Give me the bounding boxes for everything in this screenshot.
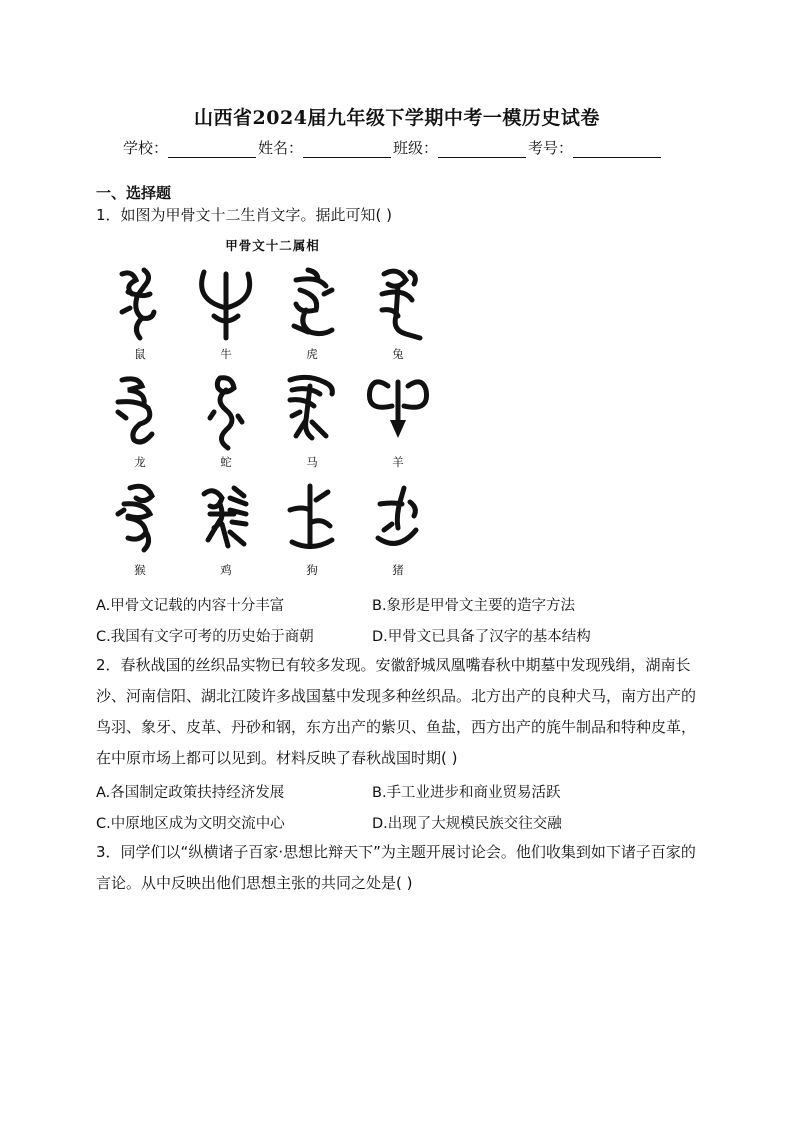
q1-option-d[interactable]: D.甲骨文已具备了汉字的基本结构 — [372, 629, 591, 645]
label-rabbit: 兔 — [392, 347, 404, 361]
label-horse: 马 — [306, 455, 318, 469]
label-dragon: 龙 — [134, 455, 146, 469]
student-info-line — [123, 137, 663, 158]
figure-title: 甲骨文十二属相 — [225, 238, 320, 253]
q1-option-b[interactable]: B.象形是甲骨文主要的造字方法 — [372, 598, 576, 614]
glyph-rat — [100, 264, 180, 374]
q2-option-a[interactable]: A.各国制定政策扶持经济发展 — [96, 785, 285, 801]
q2-option-b[interactable]: B.手工业进步和商业贸易活跃 — [372, 785, 561, 801]
glyph-dragon — [100, 372, 180, 482]
class-label: 班级： — [393, 139, 439, 157]
label-pig: 猪 — [392, 563, 404, 577]
label-rooster: 鸡 — [220, 563, 232, 577]
glyph-dog — [272, 480, 352, 590]
tiger-glyph-icon — [276, 264, 348, 344]
label-tiger: 虎 — [306, 347, 318, 361]
class-blank — [438, 141, 526, 158]
school-label: 学校： — [123, 139, 169, 157]
glyph-monkey — [100, 480, 180, 590]
rooster-glyph-icon — [190, 480, 262, 560]
label-goat: 羊 — [392, 455, 404, 469]
glyph-pig — [358, 480, 438, 590]
question-1-stem: 1．如图为甲骨文十二生肖文字。据此可知( ) — [96, 206, 393, 224]
label-rat: 鼠 — [134, 347, 146, 361]
q2-option-c[interactable]: C.中原地区成为文明交流中心 — [96, 816, 285, 832]
glyph-horse — [272, 372, 352, 482]
label-snake: 蛇 — [220, 455, 232, 469]
pig-glyph-icon — [362, 480, 434, 560]
exam-title: 山西省2024届九年级下学期中考一模历史试卷 — [194, 107, 600, 129]
rat-glyph-icon — [104, 264, 176, 344]
goat-glyph-icon — [362, 372, 434, 452]
monkey-glyph-icon — [104, 480, 176, 560]
ox-glyph-icon — [190, 264, 262, 344]
glyph-tiger — [272, 264, 352, 374]
q1-option-a[interactable]: A.甲骨文记载的内容十分丰富 — [96, 598, 285, 614]
glyph-rabbit — [358, 264, 438, 374]
glyph-ox — [186, 264, 266, 374]
question-3-stem: 3．同学们以“纵横诸子百家·思想比辩天下”为主题开展讨论会。他们收集到如下诸子百家的言论。从中反映出他们思想主张的共同之处是( ) — [96, 843, 696, 892]
oracle-bone-zodiac-figure — [100, 232, 445, 582]
glyph-goat — [358, 372, 438, 482]
question-2-stem: 2．春秋战国的丝织品实物已有较多发现。安徽舒城凤凰嘴春秋中期墓中发现残绢，湖南长沙、河南信阳、湖北江陵许多战国墓中发现多种丝织品。北方出产的良种犬马，南方出产的鸟羽、象牙、皮革、丹砂和钢，东方出产的紫贝、鱼盐，西方出产的旄牛制品和特种皮革，在中原市场上都可以见到。材料反映了春秋战国时期( ) — [96, 656, 697, 767]
q1-option-c[interactable]: C.我国有文字可考的历史始于商朝 — [96, 629, 314, 645]
name-label: 姓名： — [258, 139, 304, 157]
horse-glyph-icon — [276, 372, 348, 452]
q2-option-d[interactable]: D.出现了大规模民族交往交融 — [372, 816, 562, 832]
exam-number-label: 考号： — [528, 139, 574, 157]
dog-glyph-icon — [276, 480, 348, 560]
label-monkey: 猴 — [134, 563, 146, 577]
snake-glyph-icon — [190, 372, 262, 452]
glyph-snake — [186, 372, 266, 482]
label-dog: 狗 — [306, 563, 318, 577]
glyph-rooster — [186, 480, 266, 590]
dragon-glyph-icon — [104, 372, 176, 452]
exam-number-blank — [573, 141, 661, 158]
name-blank — [303, 141, 391, 158]
rabbit-glyph-icon — [362, 264, 434, 344]
section-heading: 一、选择题 — [96, 184, 172, 202]
label-ox: 牛 — [220, 347, 232, 361]
school-blank — [168, 141, 256, 158]
